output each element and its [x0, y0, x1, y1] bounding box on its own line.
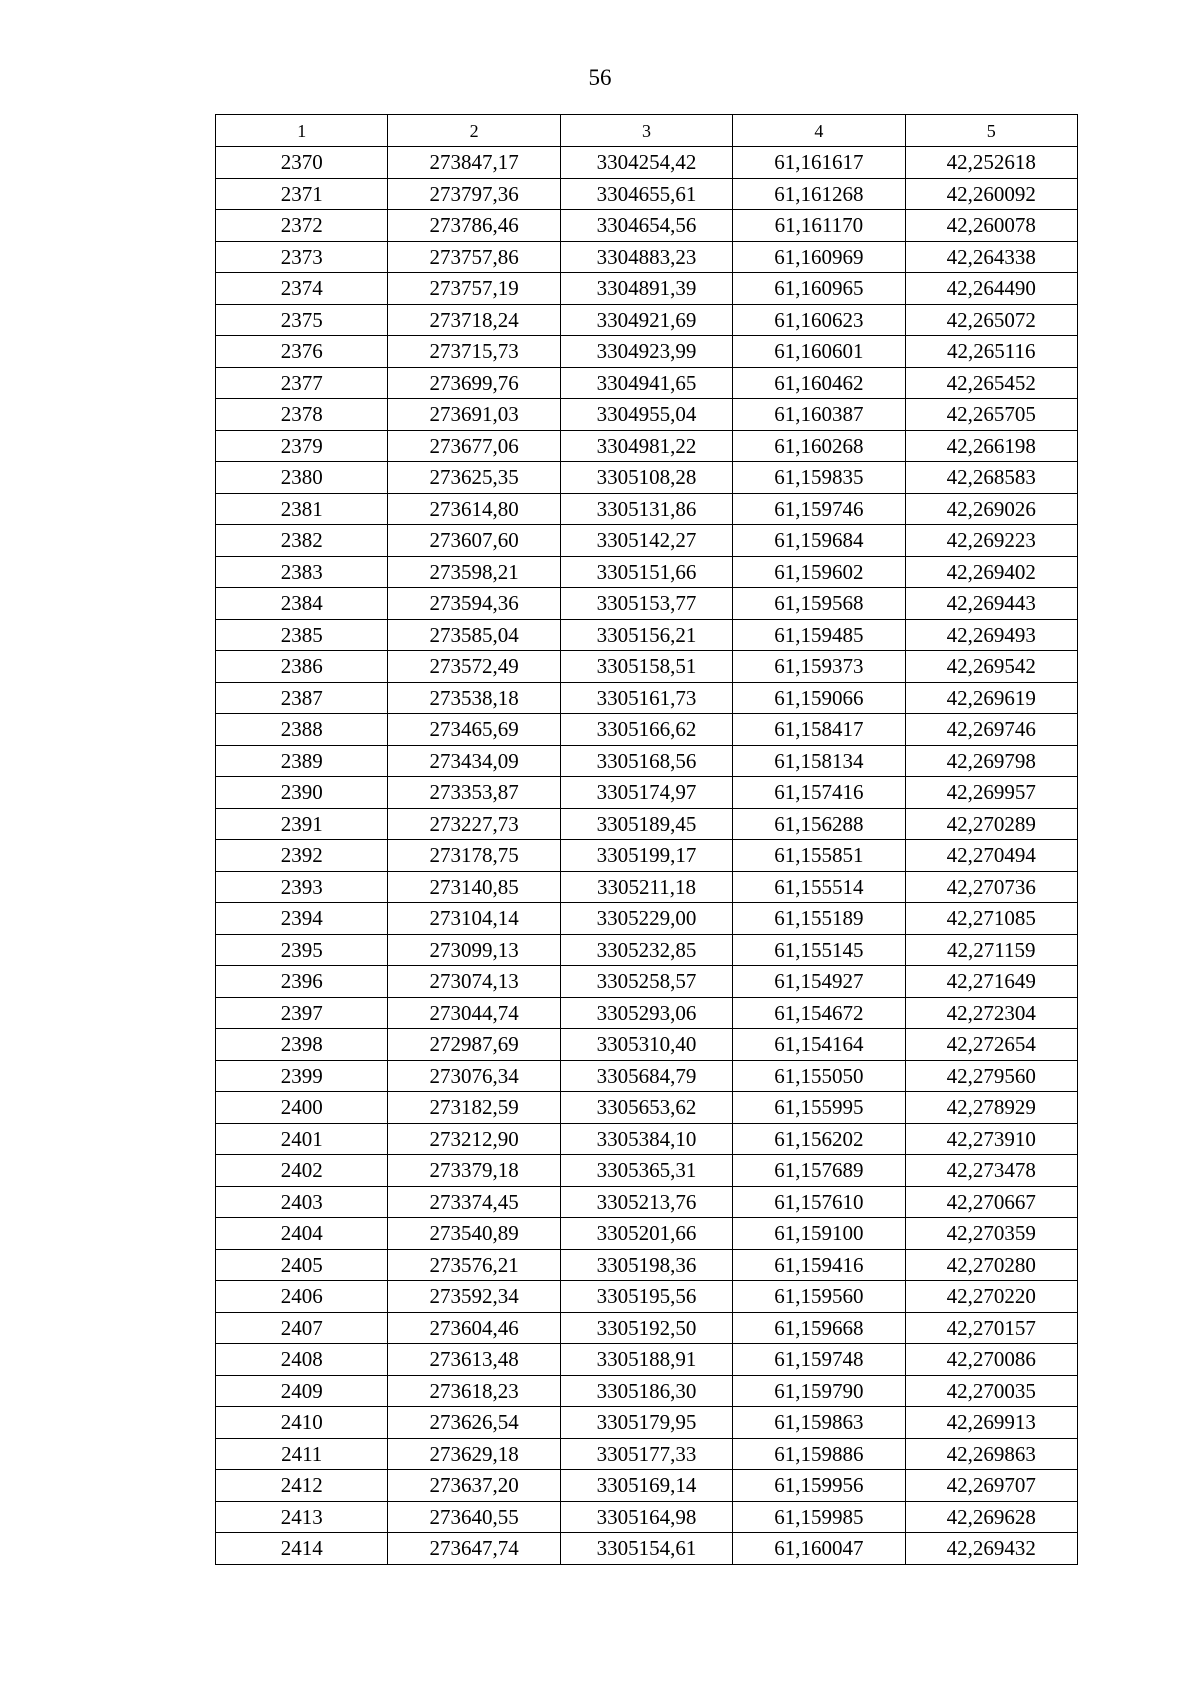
- table-cell-col-1: 2390: [216, 777, 388, 809]
- table-cell-col-2: 273626,54: [388, 1407, 560, 1439]
- table-cell-col-3: 3305156,21: [560, 619, 732, 651]
- table-row: [216, 178, 1078, 210]
- table-cell-col-3: 3304891,39: [560, 273, 732, 305]
- table-cell-col-1: 2412: [216, 1470, 388, 1502]
- table-row: [216, 1312, 1078, 1344]
- table-cell-col-1: 2399: [216, 1060, 388, 1092]
- table-cell-col-2: 273540,89: [388, 1218, 560, 1250]
- table-row: [216, 556, 1078, 588]
- table-cell-col-3: 3305310,40: [560, 1029, 732, 1061]
- table-row: [216, 966, 1078, 998]
- table-cell-col-3: 3305365,31: [560, 1155, 732, 1187]
- table-cell-col-3: 3305293,06: [560, 997, 732, 1029]
- table-cell-col-5: 42,269628: [905, 1501, 1077, 1533]
- table-cell-col-1: 2392: [216, 840, 388, 872]
- table-cell-col-2: 273640,55: [388, 1501, 560, 1533]
- table-cell-col-3: 3305213,76: [560, 1186, 732, 1218]
- table-row: [216, 840, 1078, 872]
- table-cell-col-5: 42,269026: [905, 493, 1077, 525]
- table-row: [216, 1344, 1078, 1376]
- table-row: [216, 808, 1078, 840]
- table-cell-col-3: 3305201,66: [560, 1218, 732, 1250]
- table-row: [216, 241, 1078, 273]
- table-cell-col-4: 61,161268: [733, 178, 905, 210]
- table-cell-col-5: 42,265072: [905, 304, 1077, 336]
- column-header-1: 1: [216, 115, 388, 147]
- table-cell-col-4: 61,157416: [733, 777, 905, 809]
- table-cell-col-1: 2411: [216, 1438, 388, 1470]
- table-cell-col-3: 3305108,28: [560, 462, 732, 494]
- table-cell-col-2: 273618,23: [388, 1375, 560, 1407]
- table-cell-col-1: 2397: [216, 997, 388, 1029]
- table-cell-col-2: 273379,18: [388, 1155, 560, 1187]
- table-row: [216, 997, 1078, 1029]
- table-header: [216, 115, 1078, 147]
- table-cell-col-2: 273076,34: [388, 1060, 560, 1092]
- table-cell-col-5: 42,264490: [905, 273, 1077, 305]
- table-cell-col-4: 61,159485: [733, 619, 905, 651]
- table-cell-col-1: 2391: [216, 808, 388, 840]
- table-cell-col-1: 2372: [216, 210, 388, 242]
- table-cell-col-5: 42,265452: [905, 367, 1077, 399]
- table-cell-col-2: 273353,87: [388, 777, 560, 809]
- table-cell-col-3: 3304941,65: [560, 367, 732, 399]
- table-cell-col-2: 273757,19: [388, 273, 560, 305]
- table-cell-col-1: 2405: [216, 1249, 388, 1281]
- table-cell-col-2: 273607,60: [388, 525, 560, 557]
- table-cell-col-3: 3305168,56: [560, 745, 732, 777]
- table-cell-col-1: 2409: [216, 1375, 388, 1407]
- table-cell-col-4: 61,155145: [733, 934, 905, 966]
- table-row: [216, 210, 1078, 242]
- table-cell-col-4: 61,155514: [733, 871, 905, 903]
- table-cell-col-5: 42,272304: [905, 997, 1077, 1029]
- table-cell-col-4: 61,156288: [733, 808, 905, 840]
- table-cell-col-3: 3304981,22: [560, 430, 732, 462]
- table-cell-col-3: 3305179,95: [560, 1407, 732, 1439]
- table-cell-col-3: 3305195,56: [560, 1281, 732, 1313]
- table-cell-col-5: 42,269432: [905, 1533, 1077, 1565]
- table-cell-col-2: 273691,03: [388, 399, 560, 431]
- table-cell-col-2: 273677,06: [388, 430, 560, 462]
- table-cell-col-1: 2384: [216, 588, 388, 620]
- table-cell-col-5: 42,271649: [905, 966, 1077, 998]
- table-cell-col-4: 61,160601: [733, 336, 905, 368]
- table-cell-col-2: 273585,04: [388, 619, 560, 651]
- table-cell-col-3: 3305211,18: [560, 871, 732, 903]
- column-header-5: 5: [905, 115, 1077, 147]
- table-cell-col-1: 2403: [216, 1186, 388, 1218]
- table-cell-col-4: 61,154927: [733, 966, 905, 998]
- table-cell-col-1: 2406: [216, 1281, 388, 1313]
- table-cell-col-1: 2413: [216, 1501, 388, 1533]
- table-body: [216, 147, 1078, 1565]
- table-cell-col-2: 273604,46: [388, 1312, 560, 1344]
- table-cell-col-4: 61,159746: [733, 493, 905, 525]
- table-cell-col-4: 61,158134: [733, 745, 905, 777]
- table-cell-col-4: 61,160268: [733, 430, 905, 462]
- table-cell-col-3: 3305189,45: [560, 808, 732, 840]
- table-cell-col-2: 273786,46: [388, 210, 560, 242]
- table-cell-col-2: 273182,59: [388, 1092, 560, 1124]
- table-cell-col-5: 42,270667: [905, 1186, 1077, 1218]
- table-cell-col-3: 3305177,33: [560, 1438, 732, 1470]
- table-row: [216, 1092, 1078, 1124]
- table-cell-col-1: 2375: [216, 304, 388, 336]
- table-cell-col-3: 3305186,30: [560, 1375, 732, 1407]
- table-row: [216, 651, 1078, 683]
- table-cell-col-4: 61,159748: [733, 1344, 905, 1376]
- table-cell-col-2: 273598,21: [388, 556, 560, 588]
- table-cell-col-4: 61,160969: [733, 241, 905, 273]
- table-cell-col-5: 42,265116: [905, 336, 1077, 368]
- table-cell-col-5: 42,269798: [905, 745, 1077, 777]
- table-cell-col-5: 42,270359: [905, 1218, 1077, 1250]
- table-cell-col-2: 273178,75: [388, 840, 560, 872]
- table-cell-col-1: 2387: [216, 682, 388, 714]
- table-cell-col-2: 273227,73: [388, 808, 560, 840]
- table-row: [216, 304, 1078, 336]
- table-cell-col-2: 273576,21: [388, 1249, 560, 1281]
- table-cell-col-4: 61,159100: [733, 1218, 905, 1250]
- table-cell-col-5: 42,270494: [905, 840, 1077, 872]
- table-cell-col-2: 273797,36: [388, 178, 560, 210]
- table-cell-col-5: 42,268583: [905, 462, 1077, 494]
- table-cell-col-3: 3304883,23: [560, 241, 732, 273]
- table-row: [216, 1155, 1078, 1187]
- table-cell-col-3: 3304654,56: [560, 210, 732, 242]
- table-row: [216, 273, 1078, 305]
- table-cell-col-1: 2408: [216, 1344, 388, 1376]
- table-cell-col-4: 61,154164: [733, 1029, 905, 1061]
- table-cell-col-4: 61,154672: [733, 997, 905, 1029]
- table-cell-col-4: 61,155050: [733, 1060, 905, 1092]
- table-cell-col-3: 3305653,62: [560, 1092, 732, 1124]
- table-cell-col-4: 61,159568: [733, 588, 905, 620]
- table-cell-col-2: 273847,17: [388, 147, 560, 179]
- table-cell-col-3: 3305166,62: [560, 714, 732, 746]
- table-cell-col-1: 2377: [216, 367, 388, 399]
- table-row: [216, 1438, 1078, 1470]
- table-cell-col-4: 61,158417: [733, 714, 905, 746]
- table-cell-col-2: 273594,36: [388, 588, 560, 620]
- table-cell-col-1: 2378: [216, 399, 388, 431]
- table-cell-col-5: 42,269493: [905, 619, 1077, 651]
- table-row: [216, 714, 1078, 746]
- table-cell-col-3: 3305684,79: [560, 1060, 732, 1092]
- table-cell-col-4: 61,155851: [733, 840, 905, 872]
- table-cell-col-4: 61,159956: [733, 1470, 905, 1502]
- table-row: [216, 1123, 1078, 1155]
- table-cell-col-3: 3305232,85: [560, 934, 732, 966]
- table-row: [216, 1375, 1078, 1407]
- table-cell-col-1: 2385: [216, 619, 388, 651]
- table-cell-col-1: 2404: [216, 1218, 388, 1250]
- table-cell-col-1: 2402: [216, 1155, 388, 1187]
- table-cell-col-1: 2380: [216, 462, 388, 494]
- table-cell-col-5: 42,269707: [905, 1470, 1077, 1502]
- table-cell-col-4: 61,159602: [733, 556, 905, 588]
- table-cell-col-5: 42,270220: [905, 1281, 1077, 1313]
- table-cell-col-3: 3305142,27: [560, 525, 732, 557]
- table-cell-col-1: 2373: [216, 241, 388, 273]
- table-cell-col-5: 42,270157: [905, 1312, 1077, 1344]
- table-row: [216, 1533, 1078, 1565]
- table-cell-col-2: 273715,73: [388, 336, 560, 368]
- table-cell-col-2: 273374,45: [388, 1186, 560, 1218]
- table-row: [216, 619, 1078, 651]
- table-cell-col-4: 61,161170: [733, 210, 905, 242]
- coordinates-table: [215, 114, 1078, 1565]
- table-cell-col-5: 42,269542: [905, 651, 1077, 683]
- table-cell-col-2: 273647,74: [388, 1533, 560, 1565]
- table-row: [216, 399, 1078, 431]
- table-cell-col-5: 42,260092: [905, 178, 1077, 210]
- table-cell-col-5: 42,270289: [905, 808, 1077, 840]
- table-cell-col-1: 2393: [216, 871, 388, 903]
- table-cell-col-2: 273099,13: [388, 934, 560, 966]
- table-cell-col-4: 61,155995: [733, 1092, 905, 1124]
- table-cell-col-4: 61,159684: [733, 525, 905, 557]
- table-cell-col-1: 2381: [216, 493, 388, 525]
- table-cell-col-5: 42,269746: [905, 714, 1077, 746]
- table-row: [216, 147, 1078, 179]
- table-cell-col-2: 273572,49: [388, 651, 560, 683]
- table-cell-col-5: 42,271085: [905, 903, 1077, 935]
- table-cell-col-4: 61,159863: [733, 1407, 905, 1439]
- table-cell-col-2: 273614,80: [388, 493, 560, 525]
- table-row: [216, 525, 1078, 557]
- page-number: 56: [588, 65, 612, 90]
- table-cell-col-4: 61,159560: [733, 1281, 905, 1313]
- table-cell-col-4: 61,159066: [733, 682, 905, 714]
- table-cell-col-4: 61,160623: [733, 304, 905, 336]
- table-cell-col-1: 2407: [216, 1312, 388, 1344]
- table-cell-col-2: 273538,18: [388, 682, 560, 714]
- table-cell-col-2: 273212,90: [388, 1123, 560, 1155]
- table-cell-col-5: 42,269402: [905, 556, 1077, 588]
- table-cell-col-4: 61,160047: [733, 1533, 905, 1565]
- table-cell-col-5: 42,278929: [905, 1092, 1077, 1124]
- table-row: [216, 934, 1078, 966]
- table-row: [216, 1060, 1078, 1092]
- table-cell-col-1: 2383: [216, 556, 388, 588]
- header-row: [216, 115, 1078, 147]
- table-cell-col-1: 2414: [216, 1533, 388, 1565]
- table-cell-col-2: 273637,20: [388, 1470, 560, 1502]
- column-header-4: 4: [733, 115, 905, 147]
- table-cell-col-4: 61,157689: [733, 1155, 905, 1187]
- table-row: [216, 1186, 1078, 1218]
- table-cell-col-4: 61,159790: [733, 1375, 905, 1407]
- table-row: [216, 1281, 1078, 1313]
- table-cell-col-3: 3305192,50: [560, 1312, 732, 1344]
- table-cell-col-5: 42,269443: [905, 588, 1077, 620]
- table-cell-col-3: 3305199,17: [560, 840, 732, 872]
- table-cell-col-3: 3305131,86: [560, 493, 732, 525]
- table-row: [216, 588, 1078, 620]
- column-header-2: 2: [388, 115, 560, 147]
- table-cell-col-1: 2379: [216, 430, 388, 462]
- table-cell-col-5: 42,272654: [905, 1029, 1077, 1061]
- table-cell-col-1: 2382: [216, 525, 388, 557]
- table-cell-col-1: 2400: [216, 1092, 388, 1124]
- table-cell-col-4: 61,160462: [733, 367, 905, 399]
- table-cell-col-1: 2371: [216, 178, 388, 210]
- table-cell-col-2: 273613,48: [388, 1344, 560, 1376]
- table-cell-col-1: 2395: [216, 934, 388, 966]
- table-cell-col-5: 42,269957: [905, 777, 1077, 809]
- table-cell-col-5: 42,265705: [905, 399, 1077, 431]
- table-cell-col-1: 2388: [216, 714, 388, 746]
- table-cell-col-3: 3305188,91: [560, 1344, 732, 1376]
- column-header-3: 3: [560, 115, 732, 147]
- table-cell-col-1: 2376: [216, 336, 388, 368]
- table-cell-col-5: 42,264338: [905, 241, 1077, 273]
- table-cell-col-2: 273465,69: [388, 714, 560, 746]
- table-row: [216, 1407, 1078, 1439]
- table-cell-col-4: 61,159835: [733, 462, 905, 494]
- table-cell-col-4: 61,159416: [733, 1249, 905, 1281]
- table-cell-col-4: 61,159668: [733, 1312, 905, 1344]
- table-cell-col-5: 42,260078: [905, 210, 1077, 242]
- table-cell-col-5: 42,269913: [905, 1407, 1077, 1439]
- table-cell-col-2: 273074,13: [388, 966, 560, 998]
- table-cell-col-1: 2396: [216, 966, 388, 998]
- table-cell-col-4: 61,159985: [733, 1501, 905, 1533]
- table-cell-col-2: 273140,85: [388, 871, 560, 903]
- table-cell-col-1: 2370: [216, 147, 388, 179]
- table-row: [216, 777, 1078, 809]
- table-row: [216, 493, 1078, 525]
- table-row: [216, 682, 1078, 714]
- table-cell-col-4: 61,160387: [733, 399, 905, 431]
- table-cell-col-3: 3305174,97: [560, 777, 732, 809]
- table-cell-col-1: 2389: [216, 745, 388, 777]
- table-cell-col-3: 3305198,36: [560, 1249, 732, 1281]
- table-cell-col-4: 61,160965: [733, 273, 905, 305]
- table-cell-col-3: 3304254,42: [560, 147, 732, 179]
- table-cell-col-2: 272987,69: [388, 1029, 560, 1061]
- table-cell-col-3: 3305258,57: [560, 966, 732, 998]
- table-cell-col-3: 3305154,61: [560, 1533, 732, 1565]
- table-cell-col-3: 3304655,61: [560, 178, 732, 210]
- table-cell-col-1: 2394: [216, 903, 388, 935]
- table-row: [216, 1249, 1078, 1281]
- table-cell-col-3: 3305229,00: [560, 903, 732, 935]
- table-cell-col-3: 3305164,98: [560, 1501, 732, 1533]
- table-cell-col-3: 3305153,77: [560, 588, 732, 620]
- table-cell-col-1: 2386: [216, 651, 388, 683]
- table-cell-col-1: 2410: [216, 1407, 388, 1439]
- table-cell-col-5: 42,271159: [905, 934, 1077, 966]
- table-cell-col-5: 42,279560: [905, 1060, 1077, 1092]
- table-cell-col-2: 273629,18: [388, 1438, 560, 1470]
- table-cell-col-3: 3305384,10: [560, 1123, 732, 1155]
- table-row: [216, 903, 1078, 935]
- table-cell-col-3: 3304955,04: [560, 399, 732, 431]
- table-cell-col-2: 273104,14: [388, 903, 560, 935]
- table-row: [216, 871, 1078, 903]
- table-cell-col-5: 42,269619: [905, 682, 1077, 714]
- table-cell-col-3: 3305158,51: [560, 651, 732, 683]
- table-row: [216, 430, 1078, 462]
- table-cell-col-3: 3304921,69: [560, 304, 732, 336]
- table-cell-col-2: 273592,34: [388, 1281, 560, 1313]
- table-cell-col-4: 61,159886: [733, 1438, 905, 1470]
- table-row: [216, 462, 1078, 494]
- table-cell-col-5: 42,266198: [905, 430, 1077, 462]
- table-cell-col-5: 42,269863: [905, 1438, 1077, 1470]
- table-cell-col-3: 3305169,14: [560, 1470, 732, 1502]
- table-cell-col-2: 273434,09: [388, 745, 560, 777]
- table-row: [216, 1029, 1078, 1061]
- table-cell-col-4: 61,156202: [733, 1123, 905, 1155]
- table-cell-col-5: 42,273910: [905, 1123, 1077, 1155]
- table-cell-col-4: 61,155189: [733, 903, 905, 935]
- table-cell-col-2: 273699,76: [388, 367, 560, 399]
- table-row: [216, 1470, 1078, 1502]
- table-row: [216, 1218, 1078, 1250]
- table-row: [216, 745, 1078, 777]
- table-cell-col-5: 42,269223: [905, 525, 1077, 557]
- table-cell-col-2: 273625,35: [388, 462, 560, 494]
- table-cell-col-2: 273718,24: [388, 304, 560, 336]
- table-cell-col-5: 42,270736: [905, 871, 1077, 903]
- table-cell-col-1: 2398: [216, 1029, 388, 1061]
- table-row: [216, 1501, 1078, 1533]
- table-cell-col-5: 42,270280: [905, 1249, 1077, 1281]
- table-cell-col-5: 42,270086: [905, 1344, 1077, 1376]
- table-cell-col-2: 273757,86: [388, 241, 560, 273]
- table-cell-col-1: 2374: [216, 273, 388, 305]
- table-cell-col-5: 42,270035: [905, 1375, 1077, 1407]
- table-row: [216, 336, 1078, 368]
- table-row: [216, 367, 1078, 399]
- table-cell-col-3: 3304923,99: [560, 336, 732, 368]
- table-cell-col-5: 42,273478: [905, 1155, 1077, 1187]
- table-cell-col-4: 61,157610: [733, 1186, 905, 1218]
- table-cell-col-5: 42,252618: [905, 147, 1077, 179]
- table-cell-col-4: 61,161617: [733, 147, 905, 179]
- table-cell-col-3: 3305151,66: [560, 556, 732, 588]
- table-cell-col-2: 273044,74: [388, 997, 560, 1029]
- table-cell-col-1: 2401: [216, 1123, 388, 1155]
- table-cell-col-4: 61,159373: [733, 651, 905, 683]
- table-cell-col-3: 3305161,73: [560, 682, 732, 714]
